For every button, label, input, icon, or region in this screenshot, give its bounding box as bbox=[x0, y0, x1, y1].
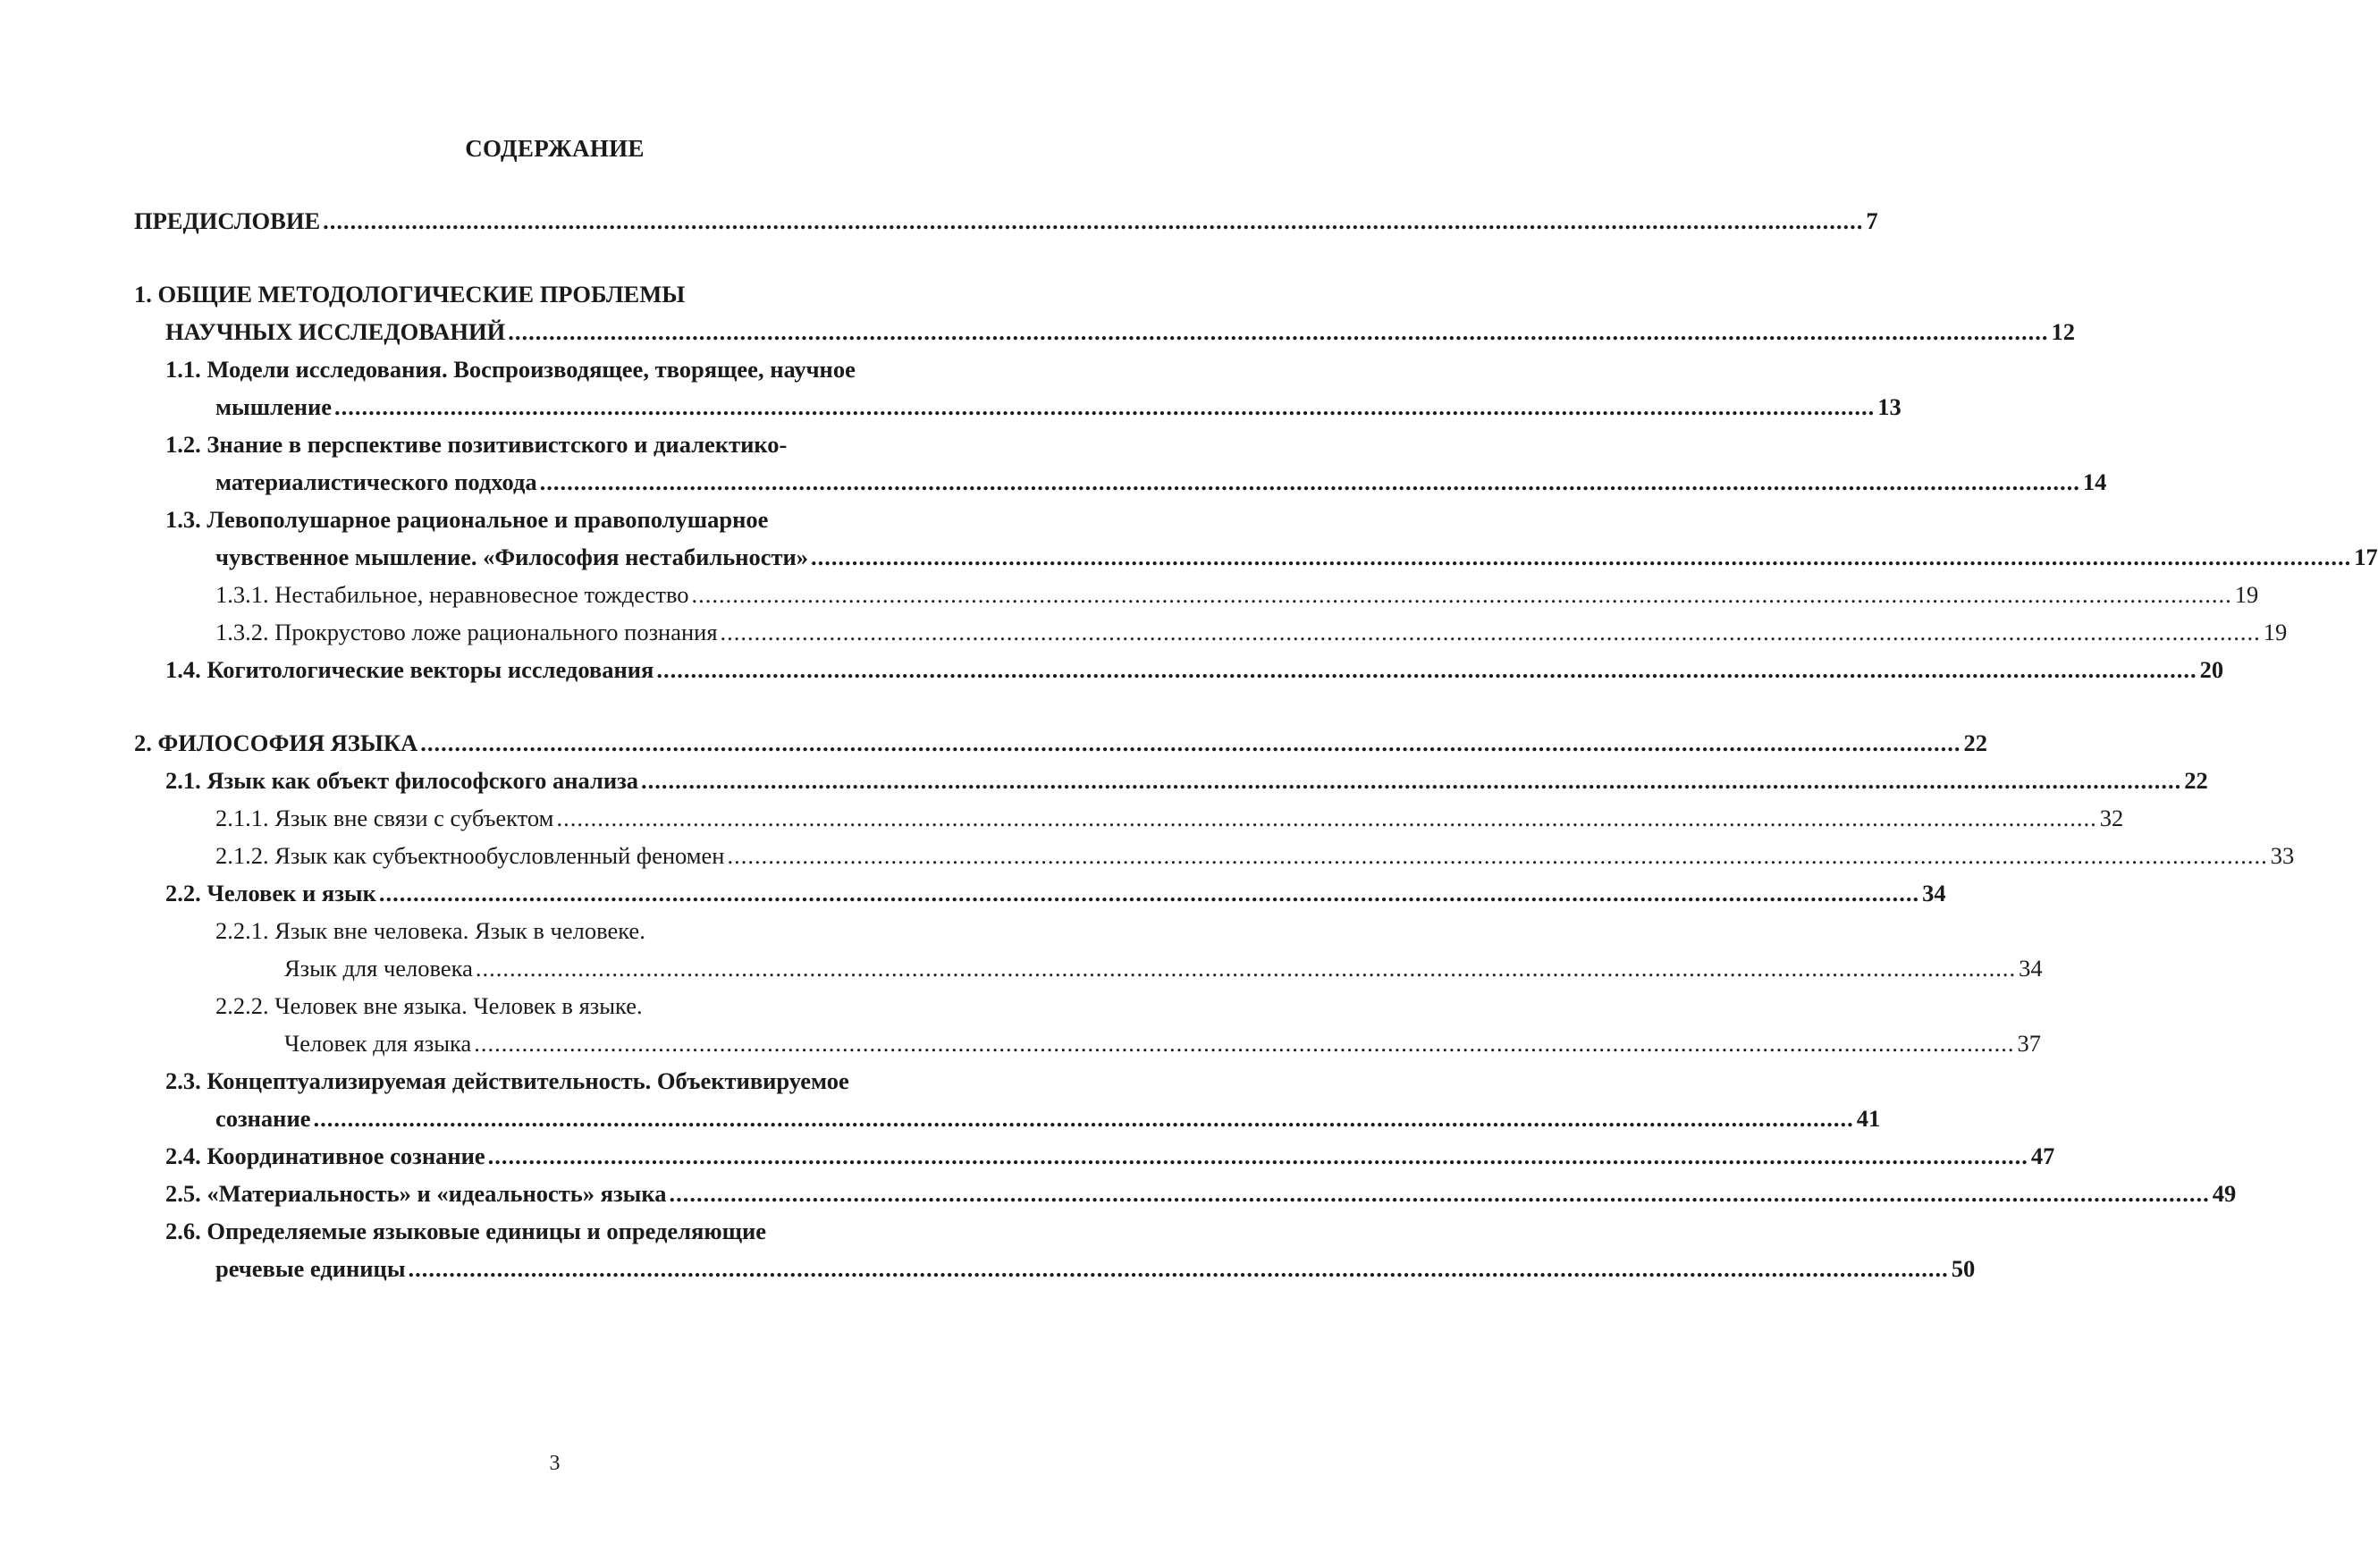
toc-page-number: 34 bbox=[2019, 955, 2043, 982]
toc-entry-text: 2.1.2. Язык как субъектнообусловленный феномен bbox=[215, 842, 725, 869]
toc-entry-text: 2.1.1. Язык вне связи с субъектом bbox=[215, 805, 554, 831]
toc-entry-text: 2.6. Определяемые языковые единицы и определяющие bbox=[165, 1218, 767, 1244]
toc-entry-2-2-2[interactable] bbox=[134, 987, 2042, 1062]
toc-page-number: 34 bbox=[1922, 880, 1946, 906]
toc-entry-text: 1.4. Когитологические векторы исследования bbox=[165, 656, 654, 683]
toc-page-number: 22 bbox=[1963, 729, 1988, 756]
dot-leader: .................................................................................................................................................................................................................................. bbox=[727, 842, 2268, 869]
toc-entry-2-5[interactable] bbox=[134, 1175, 2237, 1212]
toc-entry-1-1[interactable] bbox=[134, 350, 1902, 426]
toc-entry-text: 1.1. Модели исследования. Воспроизводящее, творящее, научное bbox=[165, 356, 856, 383]
dot-leader: .................................................................................................................................................................................................................................. bbox=[313, 1105, 1854, 1132]
toc-entry-text-continued: сознание bbox=[215, 1105, 311, 1132]
toc-page-number: 17 bbox=[2354, 544, 2378, 570]
dot-leader: .................................................................................................................................................................................................................................. bbox=[539, 468, 2080, 495]
toc-page-number: 37 bbox=[2017, 1030, 2042, 1057]
dot-leader: .................................................................................................................................................................................................................................. bbox=[334, 393, 1876, 420]
toc-page-number: 22 bbox=[2184, 767, 2208, 794]
toc-entry-text: 2.4. Координативное сознание bbox=[165, 1142, 485, 1169]
page-number-footer: 3 bbox=[549, 1452, 561, 1475]
dot-leader: .................................................................................................................................................................................................................................. bbox=[811, 544, 2352, 570]
toc-entry-text-continued: Человек для языка bbox=[284, 1030, 472, 1057]
dot-leader: .................................................................................................................................................................................................................................. bbox=[720, 619, 2261, 645]
toc-entry-text-continued: материалистического подхода bbox=[215, 468, 537, 495]
dot-leader: .................................................................................................................................................................................................................................. bbox=[420, 729, 1961, 756]
toc-entry-text: 1.3.1. Нестабильное, неравновесное тождество bbox=[215, 581, 689, 608]
dot-leader: .................................................................................................................................................................................................................................. bbox=[556, 805, 2097, 831]
toc-entry-text-continued: НАУЧНЫХ ИССЛЕДОВАНИЙ bbox=[165, 318, 506, 345]
toc-entry-text-continued: мышление bbox=[215, 393, 333, 420]
toc-page-number: 19 bbox=[2234, 581, 2259, 608]
toc-page-number: 14 bbox=[2082, 468, 2107, 495]
toc-page-number: 13 bbox=[1877, 393, 1902, 420]
toc-entry-1-3[interactable] bbox=[134, 501, 2378, 576]
dot-leader: .................................................................................................................................................................................................................................. bbox=[323, 207, 1864, 234]
toc-entry-chapter-2[interactable] bbox=[134, 724, 1988, 762]
toc-page-number: 32 bbox=[2099, 805, 2124, 831]
toc-entry-2-1-1[interactable] bbox=[134, 799, 2124, 837]
toc-page-number: 41 bbox=[1856, 1105, 1881, 1132]
toc-entry-text: 2.1. Язык как объект философского анализа bbox=[165, 767, 639, 794]
toc-page-number: 50 bbox=[1951, 1255, 1976, 1282]
toc-entry-text: 2.5. «Материальность» и «идеальность» языка bbox=[165, 1180, 667, 1207]
dot-leader: .................................................................................................................................................................................................................................. bbox=[641, 767, 2182, 794]
toc-entry-2-2[interactable] bbox=[134, 874, 1946, 912]
toc-entry-2-2-1[interactable] bbox=[134, 912, 2043, 987]
toc-entry-text: 1.2. Знание в перспективе позитивистского и диалектико- bbox=[165, 431, 788, 458]
toc-entry-text: 2.2. Человек и язык bbox=[165, 880, 376, 906]
dot-leader: .................................................................................................................................................................................................................................. bbox=[656, 656, 2197, 683]
toc-page-number: 33 bbox=[2270, 842, 2295, 869]
toc-page-number: 12 bbox=[2051, 318, 2075, 345]
toc-entry-text: 2. ФИЛОСОФИЯ ЯЗЫКА bbox=[134, 729, 418, 756]
toc-entry-1-3-1[interactable] bbox=[134, 576, 2259, 613]
toc-page-number: 19 bbox=[2263, 619, 2288, 645]
dot-leader: .................................................................................................................................................................................................................................. bbox=[691, 581, 2232, 608]
dot-leader: .................................................................................................................................................................................................................................. bbox=[508, 318, 2049, 345]
toc-entry-2-1[interactable] bbox=[134, 762, 2208, 799]
dot-leader: .................................................................................................................................................................................................................................. bbox=[669, 1180, 2210, 1207]
toc-entry-2-1-2[interactable] bbox=[134, 837, 2295, 874]
dot-leader: .................................................................................................................................................................................................................................. bbox=[487, 1142, 2028, 1169]
toc-entry-2-4[interactable] bbox=[134, 1137, 2055, 1175]
toc-entry-preface[interactable] bbox=[134, 202, 1878, 240]
toc-page-number: 7 bbox=[1866, 207, 1878, 234]
toc-entry-2-3[interactable] bbox=[134, 1062, 1881, 1137]
toc-entry-text: 1.3. Левополушарное рациональное и правополушарное bbox=[165, 506, 769, 533]
toc-entry-text: 1. ОБЩИЕ МЕТОДОЛОГИЧЕСКИЕ ПРОБЛЕМЫ bbox=[134, 281, 686, 308]
toc-entry-chapter-1[interactable] bbox=[134, 275, 2075, 350]
toc-entry-text: ПРЕДИСЛОВИЕ bbox=[134, 207, 321, 234]
toc-page-number: 20 bbox=[2199, 656, 2224, 683]
toc-entry-1-3-2[interactable] bbox=[134, 613, 2288, 651]
toc-entry-text: 1.3.2. Прокрустово ложе рационального познания bbox=[215, 619, 718, 645]
dot-leader: .................................................................................................................................................................................................................................. bbox=[474, 1030, 2015, 1057]
toc-entry-text-continued: чувственное мышление. «Философия нестабильности» bbox=[215, 544, 809, 570]
table-of-contents bbox=[134, 202, 2378, 1287]
toc-entry-text: 2.2.2. Человек вне языка. Человек в языке. bbox=[215, 992, 643, 1019]
toc-entry-2-6[interactable] bbox=[134, 1212, 1976, 1287]
toc-page-number: 47 bbox=[2030, 1142, 2055, 1169]
toc-entry-1-2[interactable] bbox=[134, 426, 2107, 501]
toc-entry-text: 2.2.1. Язык вне человека. Язык в человеке. bbox=[215, 917, 645, 944]
toc-page-number: 49 bbox=[2212, 1180, 2237, 1207]
dot-leader: .................................................................................................................................................................................................................................. bbox=[408, 1255, 1949, 1282]
dot-leader: .................................................................................................................................................................................................................................. bbox=[475, 955, 2017, 982]
toc-entry-text-continued: речевые единицы bbox=[215, 1255, 406, 1282]
page-title: СОДЕРЖАНИЕ bbox=[465, 135, 645, 162]
toc-entry-text-continued: Язык для человека bbox=[284, 955, 473, 982]
toc-entry-text: 2.3. Концептуализируемая действительность. Объективируемое bbox=[165, 1067, 849, 1094]
toc-entry-1-4[interactable] bbox=[134, 651, 2224, 688]
dot-leader: .................................................................................................................................................................................................................................. bbox=[378, 880, 1920, 906]
